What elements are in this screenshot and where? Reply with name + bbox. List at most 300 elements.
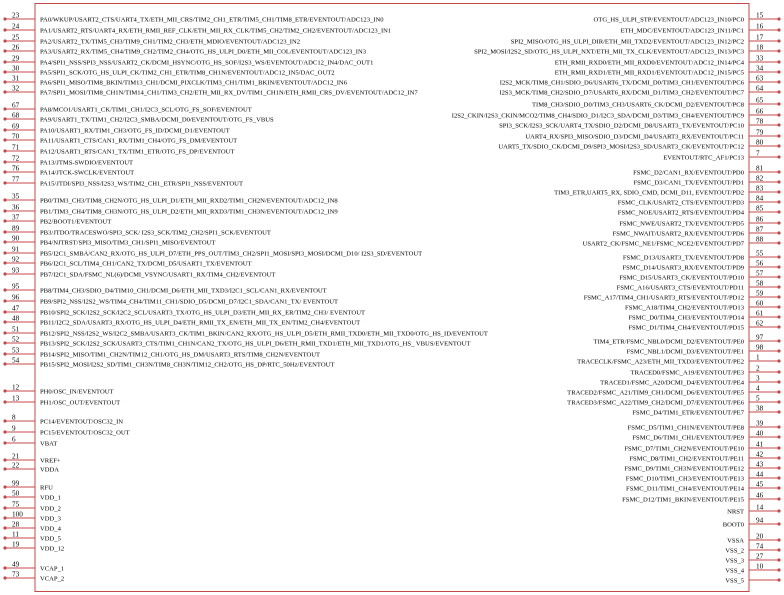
pin-label: FSMC_A16/USART3_CTS/EVENTOUT/PD11 — [616, 284, 744, 292]
right-pin — [725, 578, 780, 585]
pin-end-dot — [777, 170, 780, 173]
pin-end-dot — [777, 339, 780, 342]
pin-end-dot — [3, 181, 6, 184]
pin-number: 5 — [756, 394, 760, 403]
pin-label: FSMC_D12/TIM1_BKIN/EVENTOUT/PE15 — [622, 496, 744, 504]
left-pin — [3, 144, 234, 156]
pin-end-dot — [3, 80, 6, 83]
pin-label: VSSA — [727, 537, 744, 545]
pin-number: 76 — [12, 164, 20, 173]
pin-number: 67 — [12, 101, 20, 110]
pin-label: USART2_CK/FSMC_NE1/FSMC_NCE2/EVENTOUT/PD7 — [582, 240, 744, 248]
pin-label: FSMC_A17/TIM4_CH1/USART3_RTS/EVENTOUT/PD12 — [583, 294, 744, 302]
pin-number: 83 — [756, 184, 764, 193]
pin-label: PA0/WKUP/USART2_CTS/UART4_TX/ETH_MII_CRS/TIM2_CH1_ETR/TIM5_CH1/TIM8_ETR/EVENTOUT/ADC123_IN0 — [40, 16, 384, 24]
pin-label: FSMC_D8/TIM1_CH2/EVENTOUT/PE11 — [629, 455, 744, 463]
pin-end-dot — [777, 359, 780, 362]
pin-number: 80 — [756, 138, 764, 147]
pin-number: 96 — [12, 293, 20, 302]
pin-number: 91 — [12, 245, 20, 254]
pin-end-dot — [3, 516, 6, 519]
left-pin — [3, 425, 129, 437]
pin-label: VDD_12 — [40, 545, 65, 553]
pin-end-dot — [777, 538, 780, 541]
pin-number: 11 — [12, 530, 19, 539]
pin-label: PA1/USART2_RTS/UART4_RX/ETH_RMII_REF_CLK/ETH_MII_RX_CLK/TIM5_CH2/TIM2_CH2/EVENTOUT/ADC123_IN1 — [40, 27, 392, 35]
pin-number: 47 — [12, 304, 20, 313]
pin-end-dot — [777, 425, 780, 428]
pin-number: 36 — [12, 203, 20, 212]
pin-end-dot — [3, 70, 6, 73]
pin-label: PC15/EVENTOUT/OSC32_OUT — [40, 429, 130, 437]
right-pin — [525, 129, 780, 141]
pin-number: 66 — [756, 107, 764, 116]
pin-label: FSMC_D5/TIM1_CH1N/EVENTOUT/PE8 — [627, 424, 744, 432]
pin-end-dot — [3, 138, 6, 141]
pin-end-dot — [777, 39, 780, 42]
pin-number: 42 — [756, 450, 764, 459]
pin-label: PA12/USART1_RTS/CAN1_TX/TIM1_ETR/OTG_FS_DP/EVENTOUT — [40, 148, 235, 156]
pin-label: VSS_5 — [725, 577, 744, 585]
pin-end-dot — [3, 49, 6, 52]
pin-end-dot — [777, 17, 780, 20]
pin-label: PB2/BOOT1/EVENTOUT — [40, 218, 112, 226]
left-pin — [3, 347, 320, 359]
pin-end-dot — [3, 485, 6, 488]
pin-number: 95 — [12, 282, 20, 291]
pin-number: 41 — [756, 440, 764, 449]
pin-label: VDDA — [40, 466, 60, 474]
pin-end-dot — [777, 90, 780, 93]
pin-end-dot — [777, 134, 780, 137]
pin-end-dot — [3, 536, 6, 539]
pin-label: RFU — [40, 484, 53, 492]
pin-number: 93 — [12, 266, 20, 275]
pin-label: PA3/USART2_RX/TIM5_CH4/TIM9_CH2/TIM2_CH4/OTG_HS_ULPI_D0/ETH_MII_COL/EVENTOUT/ADC123_IN3 — [40, 48, 366, 56]
pin-end-dot — [3, 495, 6, 498]
pin-label: FSMC_D9/TIM1_CH3N/EVENTOUT/PE12 — [624, 465, 744, 473]
pin-number: 43 — [756, 460, 764, 469]
pin-end-dot — [777, 509, 780, 512]
pin-label: I2S3_MCK/TIM8_CH2/SDIO_D7/USART6_RX/DCMI_D1/TIM3_CH2/EVENTOUT/PC7 — [499, 89, 744, 97]
pin-number: 3 — [756, 374, 760, 383]
pin-end-dot — [3, 149, 6, 152]
pin-number: 19 — [12, 540, 20, 549]
left-pin — [3, 12, 384, 24]
left-pin — [3, 384, 113, 396]
pin-label: PA7/SPI1_MOSI/TIM8_CH1N/TIM14_CH1/TIM3_CH2/ETH_MII_RX_DV/TIM1_CH1N/ETH_RMII_CRS_DV/EVENTOUT/ADC12_IN7 — [40, 89, 418, 97]
pin-number: 84 — [756, 194, 764, 203]
pin-label: PB14/SPI2_MISO/TIM1_CH2N/TIM12_CH1/OTG_HS_DM/USART3_RTS/TIM8_CH2N/EVENTOUT — [40, 351, 321, 359]
pin-end-dot — [777, 255, 780, 258]
pin-label: PB10/SPI2_SCK/I2S2_SCK/I2C2_SCL/USART3_TX/OTG_HS_ULPI_D3/ETH_MII_RX_ER/TIM2_CH3/ EVENTOUT — [40, 309, 365, 317]
pin-label: PA13/JTMS-SWDIO/EVENTOUT — [40, 159, 134, 167]
pin-end-dot — [777, 200, 780, 203]
pin-number: 20 — [756, 532, 764, 541]
pin-label: VCAP_1 — [40, 565, 65, 573]
pin-label: VDD_1 — [40, 494, 61, 502]
pin-label: FSMC_D15/USART3_CK/EVENTOUT/PD10 — [619, 274, 744, 282]
right-pin — [594, 12, 781, 24]
left-pin — [3, 246, 422, 258]
pin-number: 38 — [756, 404, 764, 413]
pin-label: FSMC_D1/TIM4_CH4/EVENTOUT/PD15 — [628, 324, 744, 332]
pin-end-dot — [777, 476, 780, 479]
pin-number: 85 — [756, 204, 764, 213]
left-pin — [3, 414, 123, 426]
pin-end-dot — [3, 352, 6, 355]
pin-end-dot — [3, 566, 6, 569]
pin-label: FSMC_D6/TIM1_CH1/EVENTOUT/PE9 — [632, 434, 744, 442]
pin-label: UART4_RX/SPI3_MISO/SDIO_D3/DCMI_D4/USART3_RX/EVENTOUT/PC11 — [525, 133, 744, 141]
pin-end-dot — [777, 241, 780, 244]
pin-end-dot — [3, 299, 6, 302]
pin-end-dot — [777, 522, 780, 525]
pin-number: 87 — [756, 225, 764, 234]
pin-end-dot — [777, 80, 780, 83]
pin-label: FSMC_D10/TIM1_CH3/EVENTOUT/PE13 — [625, 475, 744, 483]
pin-number: 44 — [756, 470, 764, 479]
pin-end-dot — [777, 275, 780, 278]
pin-label: PA11/USART1_CTS/CAN1_RX/TIM1_CH4/OTG_FS_DM/EVENTOUT — [40, 137, 238, 145]
pin-label: FSMC_D13/USART3_TX/EVENTOUT/PD8 — [622, 254, 744, 262]
pin-number: 23 — [12, 11, 20, 20]
right-pin — [594, 334, 781, 346]
pin-label: PB15/SPI2_MOSI/I2S2_SD/TIM1_CH3N/TIM8_CH3N/TIM12_CH2/OTG_HS_DP/RTC_50Hz/EVENTOUT — [40, 361, 335, 369]
pin-label: PA6/SPI1_MISO/TIM8_BKIN/TIM13_CH1/DCMI_PIXCLK/TIM3_CH1/TIM1_BKIN/EVENTOUT/ADC12_IN6 — [40, 79, 347, 87]
pin-end-dot — [3, 400, 6, 403]
right-pin — [723, 517, 781, 529]
pin-end-dot — [3, 230, 6, 233]
pin-number: 4 — [756, 384, 760, 393]
pin-end-dot — [3, 310, 6, 313]
pin-number: 46 — [756, 491, 764, 500]
pin-label: FSMC_D0/TIM4_CH3/EVENTOUT/PD14 — [628, 314, 744, 322]
pin-label: NRST — [727, 508, 744, 516]
pin-label: PH1/OSC_OUT/EVENTOUT — [40, 399, 121, 407]
pin-label: ETH_RMII_RXD1/ETH_MII_RXD1/EVENTOUT/ADC12_IN15/PC5 — [554, 69, 744, 77]
pin-number: 100 — [12, 510, 23, 519]
pin-label: PA5/SPI1_SCK/OTG_HS_ULPI_CK/TIM2_CH1_ETR/TIM8_CH1N/EVENTOUT/ADC12_IN5/DAC_OUT2 — [40, 69, 335, 77]
pin-end-dot — [777, 305, 780, 308]
pin-label: I2S2_MCK/TIM8_CH1/SDIO_D6/USART6_TX/DCMI_D0/TIM3_CH1/EVENTOUT/PC6 — [499, 79, 744, 87]
left-pin — [3, 436, 57, 448]
pin-label: PB7/I2C1_SDA/FSMC_NL(6)/DCMI_VSYNC/USART1_RX/TIM4_CH2/EVENTOUT — [40, 271, 276, 279]
pin-number: 73 — [12, 570, 20, 579]
pin-end-dot — [777, 400, 780, 403]
pin-number: 89 — [12, 224, 20, 233]
left-pin — [3, 155, 133, 167]
pin-end-dot — [777, 578, 780, 581]
pin-end-dot — [3, 60, 6, 63]
left-pin — [3, 34, 300, 46]
pin-number: 34 — [756, 64, 764, 73]
pin-end-dot — [777, 456, 780, 459]
pin-end-dot — [777, 486, 780, 489]
pin-end-dot — [3, 170, 6, 173]
pin-number: 62 — [756, 319, 764, 328]
pin-label: VDD_4 — [40, 525, 61, 533]
pin-number: 77 — [12, 175, 20, 184]
pin-end-dot — [777, 180, 780, 183]
pin-label: SPI2_MOSI/I2S2_SD/OTG_HS_ULPI_NXT/ETH_MII_TX_CLK/EVENTOUT/ADC123_IN13/PC3 — [474, 48, 744, 56]
pin-label: VSS_3 — [725, 557, 744, 565]
pin-end-dot — [3, 198, 6, 201]
pin-number: 8 — [12, 413, 16, 422]
pin-label: BOOT0 — [722, 521, 744, 529]
pin-end-dot — [3, 441, 6, 444]
pin-end-dot — [3, 240, 6, 243]
left-pin — [3, 123, 229, 135]
pin-end-dot — [3, 320, 6, 323]
pin-label: TIM4_ETR/FSMC_NBL0/DCMI_D2/EVENTOUT/PE0 — [593, 338, 744, 346]
pin-end-dot — [777, 325, 780, 328]
pin-label: FSMC_NBL1/DCMI_D3/EVENTOUT/PE1 — [626, 348, 744, 356]
pin-number: 60 — [756, 299, 764, 308]
right-pin — [511, 34, 781, 46]
pin-number: 25 — [12, 33, 20, 42]
right-pin — [727, 533, 780, 545]
pin-end-dot — [777, 390, 780, 393]
pin-number: 63 — [756, 74, 764, 83]
pin-number: 92 — [12, 255, 20, 264]
pin-label: VDD_5 — [40, 535, 61, 543]
pin-end-dot — [3, 219, 6, 222]
pin-number: 90 — [12, 234, 20, 243]
pin-end-dot — [3, 546, 6, 549]
pin-number: 28 — [12, 520, 20, 529]
pin-end-dot — [3, 251, 6, 254]
pin-number: 32 — [12, 84, 20, 93]
pin-end-dot — [777, 265, 780, 268]
pin-label: TRACED1/FSMC_A20/DCMI_D4/EVENTOUT/PE4 — [600, 379, 744, 387]
pin-end-dot — [3, 90, 6, 93]
pin-end-dot — [777, 155, 780, 158]
pin-label: TIM8_CH3/SDIO_D0/TIM3_CH3/USART6_CK/DCMI_D2/EVENTOUT/PC8 — [532, 101, 744, 109]
pin-end-dot — [3, 117, 6, 120]
pin-number: 99 — [12, 479, 20, 488]
pin-number: 26 — [12, 43, 20, 52]
pin-end-dot — [777, 568, 780, 571]
pin-number: 74 — [756, 542, 764, 551]
pin-end-dot — [3, 506, 6, 509]
pin-label: PB6/I2C1_SCL/TIM4_CH1/CAN2_TX/DCMI_D5/USART1_TX/EVENTOUT — [40, 260, 252, 268]
pin-label: FSMC_A18/TIM4_CH2/EVENTOUT/PD13 — [625, 304, 744, 312]
pin-label: FSMC_D3/CAN1_TX/EVENTOUT/PD1 — [633, 179, 744, 187]
pin-number: 97 — [756, 333, 764, 342]
pin-number: 49 — [12, 560, 20, 569]
pin-end-dot — [3, 17, 6, 20]
pin-number: 30 — [12, 64, 20, 73]
pin-number: 48 — [12, 314, 20, 323]
pin-number: 61 — [756, 309, 764, 318]
pin-end-dot — [777, 435, 780, 438]
pin-number: 69 — [12, 122, 20, 131]
pin-end-dot — [777, 49, 780, 52]
pin-end-dot — [777, 497, 780, 500]
pin-number: 16 — [756, 22, 764, 31]
pin-label: FSMC_D14/USART3_RX/EVENTOUT/PD9 — [622, 264, 744, 272]
pin-label: PB3/JTDO/TRACESWO/SPI3_SCK/ I2S3_SCK/TIM2_CH2/SPI1_SCK/EVENTOUT — [40, 229, 271, 237]
pin-number: 15 — [756, 11, 764, 20]
pin-number: 79 — [756, 128, 764, 137]
pin-label: OTG_HS_ULPI_STP/EVENTOUT/ADC123_IN10/PC0 — [593, 16, 744, 24]
pin-end-dot — [777, 113, 780, 116]
pin-label: VDD_2 — [40, 505, 61, 513]
pin-label: TIM3_ETR,UART5_RX, SDIO_CMD, DCMI_D11, EVENTOUT/PD2 — [554, 189, 744, 197]
pin-end-dot — [3, 458, 6, 461]
pin-end-dot — [777, 370, 780, 373]
pin-number: 39 — [756, 419, 764, 428]
pin-end-dot — [777, 28, 780, 31]
pin-number: 27 — [756, 552, 764, 561]
pin-number: 94 — [756, 516, 764, 525]
pin-number: 52 — [12, 335, 20, 344]
pin-label: TRACED3/FSMC_A22/TIM9_CH2/DCMI_D7/EVENTOUT/PE6 — [567, 399, 744, 407]
pin-number: 6 — [12, 435, 16, 444]
pin-number: 82 — [756, 174, 764, 183]
pin-end-dot — [777, 315, 780, 318]
left-pin — [3, 102, 251, 114]
pin-number: 98 — [756, 343, 764, 352]
pin-end-dot — [3, 107, 6, 110]
pin-label: VSS_4 — [725, 567, 744, 575]
pin-label: PB11/I2C2_SDA/USART3_RX/OTG_HS_ULPI_D4/ETH_RMII_TX_EN/ETH_MII_TX_EN/TIM2_CH4/EVENTOUT — [40, 319, 361, 327]
left-pin — [3, 305, 365, 317]
pin-end-dot — [3, 288, 6, 291]
pin-label: PB8/TIM4_CH3/SDIO_D4/TIM10_CH1/DCMI_D6/ETH_MII_TXD3/I2C1_SCL/CAN1_RX/EVENTOUT — [40, 287, 327, 295]
pin-number: 24 — [12, 22, 20, 31]
pin-end-dot — [3, 261, 6, 264]
pin-number: 17 — [756, 33, 764, 42]
pin-end-dot — [777, 123, 780, 126]
pin-label: VSS_2 — [725, 547, 744, 555]
pin-number: 56 — [756, 259, 764, 268]
pin-label: PB12/SPI2_NSS/I2S2_WS/I2C2_SMBA/USART3_CK/TIM1_BKIN/CAN2_RX/OTG_HS_ULPI_D5/ETH_RMII_TXD0/ETH_MII_TXD0/OTG_HS_ID/EVENTOUT — [40, 330, 488, 338]
pin-number: 50 — [12, 489, 20, 498]
pin-end-dot — [777, 285, 780, 288]
pin-number: 7 — [756, 149, 760, 158]
pin-end-dot — [3, 160, 6, 163]
pin-end-dot — [3, 39, 6, 42]
pin-label: UART5_TX/SDIO_CK/DCMI_D9/SPI3_MOSI/I2S3_SD/USART3_CK/EVENTOUT/PC12 — [498, 143, 744, 151]
pin-label: PA15/JTDI/SPI3_NSS/I2S3_WS/TIM2_CH1_ETR/SPI1_NSS/EVENTOUT — [40, 180, 243, 188]
pin-label: FSMC_D7/TIM1_CH2N/EVENTOUT/PE10 — [624, 445, 744, 453]
pin-number: 51 — [12, 325, 20, 334]
pin-number: 14 — [756, 503, 764, 512]
pin-end-dot — [3, 576, 6, 579]
pin-number: 58 — [756, 279, 764, 288]
pin-number: 88 — [756, 235, 764, 244]
pin-label: PA9/USART1_TX/TIM1_CH2/I2C3_SMBA/DCMI_D0/EVENTOUT/OTG_FS_VBUS — [40, 116, 274, 124]
left-pin — [3, 283, 326, 295]
pin-label: PB5/I2C1_SMBA/CAN2_RX/OTG_HS_ULPI_D7/ETH_PPS_OUT/TIM3_CH2/SPI1_MOSI/SPI3_MOSI/DCMI_D10/ I2S3_SD/EVENTOUT — [40, 250, 423, 258]
pin-end-dot — [3, 331, 6, 334]
right-pin — [622, 492, 780, 504]
left-pin — [3, 326, 487, 338]
pin-number: 9 — [12, 424, 16, 433]
pin-label: PB4/NJTRST/SPI3_MISO/TIM3_CH1/SPI1_MISO/EVENTOUT — [40, 239, 216, 247]
pin-end-dot — [777, 210, 780, 213]
pin-number: 31 — [12, 74, 20, 83]
pin-number: 64 — [756, 84, 764, 93]
pin-number: 37 — [12, 213, 20, 222]
left-pin — [3, 204, 338, 216]
pin-number: 18 — [756, 43, 764, 52]
pin-end-dot — [3, 467, 6, 470]
pin-label: EVENTOUT/RTC_AF1/PC13 — [663, 154, 744, 162]
pin-label: SPI3_SCK/I2S3_SCK/UART4_TX/SDIO_D2/DCMI_D8/USART3_TX/EVENTOUT/PC10 — [499, 122, 744, 130]
pin-label: FSMC_D2/CAN1_RX/EVENTOUT/PD0 — [633, 169, 744, 177]
pin-number: 78 — [756, 117, 764, 126]
right-pin — [727, 504, 780, 516]
pin-label: ETH_MDC/EVENTOUT/ADC123_IN11/PC1 — [620, 27, 744, 35]
pin-number: 12 — [12, 383, 20, 392]
pin-label: TRACED2/FSMC_A21/TIM9_CH1/DCMI_D6/EVENTOUT/PE5 — [567, 389, 744, 397]
pin-label: PH0/OSC_IN/EVENTOUT — [40, 388, 114, 396]
pin-end-dot — [777, 349, 780, 352]
right-pin — [532, 97, 781, 109]
pin-number: 13 — [12, 394, 20, 403]
left-pin — [3, 294, 338, 306]
pin-label: PA4/SPI1_NSS/SPI3_NSS/USART2_CK/DCMI_HSYNC/OTG_HS_SOF/I2S3_WS/EVENTOUT/ADC12_IN4/DAC_OUT1 — [40, 59, 374, 67]
pin-number: 86 — [756, 215, 764, 224]
pin-number: 22 — [12, 461, 20, 470]
pin-number: 33 — [756, 54, 764, 63]
pin-end-dot — [3, 272, 6, 275]
pin-number: 70 — [12, 132, 20, 141]
pin-number: 81 — [756, 164, 764, 173]
pin-label: I2S2_CKIN/I2S3_CKIN/MCO2/TIM8_CH4/SDIO_D1/I2C3_SDA/DCMI_D3/TIM3_CH4/EVENTOUT/PC9 — [451, 112, 744, 120]
pin-number: 10 — [756, 562, 764, 571]
pin-end-dot — [777, 221, 780, 224]
pin-end-dot — [3, 209, 6, 212]
pin-number: 65 — [756, 96, 764, 105]
pin-label: PA8/MCO1/USART1_CK/TIM1_CH1/I2C3_SCL/OTG_FS_SOF/EVENTOUT — [40, 106, 252, 114]
pin-end-dot — [777, 70, 780, 73]
left-pin — [3, 480, 53, 492]
pin-number: 2 — [756, 364, 760, 373]
pin-number: 75 — [12, 500, 20, 509]
pin-number: 59 — [756, 289, 764, 298]
pin-end-dot — [3, 526, 6, 529]
pin-end-dot — [777, 144, 780, 147]
pin-end-dot — [777, 548, 780, 551]
pin-end-dot — [3, 430, 6, 433]
pin-end-dot — [777, 231, 780, 234]
pin-number: 45 — [756, 480, 764, 489]
pin-label: PB13/SPI2_SCK/I2S2_SCK/USART3_CTS/TIM1_CH1N/CAN2_TX/OTG_HS_ULPI_D6/ETH_RMII_TXD1/ETH_MII_TXD1/OTG_HS_ VBUS/EVENTOUT — [40, 340, 471, 348]
pin-end-dot — [777, 102, 780, 105]
pin-label: TRACED0/FSMC_A19/EVENTOUT/PE3 — [630, 369, 744, 377]
pin-label: PA10/USART1_RX/TIM1_CH3/OTG_FS_ID/DCMI_D1/EVENTOUT — [40, 127, 230, 135]
left-pin — [3, 193, 338, 205]
pin-end-dot — [777, 380, 780, 383]
left-pin — [3, 267, 275, 279]
right-pin — [555, 55, 781, 67]
pin-number: 68 — [12, 111, 20, 120]
pin-label: PC14/EVENTOUT/OSC32_IN — [40, 418, 124, 426]
pin-label: FSMC_NWE/USART2_TX/EVENTOUT/PD5 — [619, 220, 744, 228]
pin-label: PA2/USART2_TX/TIM5_CH3/TIM9_CH1/TIM2_CH3/ETH_MDIO/EVENTOUT/ADC123_IN2 — [40, 38, 301, 46]
pin-number: 71 — [12, 143, 20, 152]
right-pin — [452, 108, 781, 120]
pin-label: VCAP_2 — [40, 575, 65, 583]
pin-label: PA14/JTCK-SWCLK/EVENTOUT — [40, 169, 135, 177]
left-pin — [3, 395, 120, 407]
pin-end-dot — [3, 28, 6, 31]
pin-number: 54 — [12, 356, 20, 365]
